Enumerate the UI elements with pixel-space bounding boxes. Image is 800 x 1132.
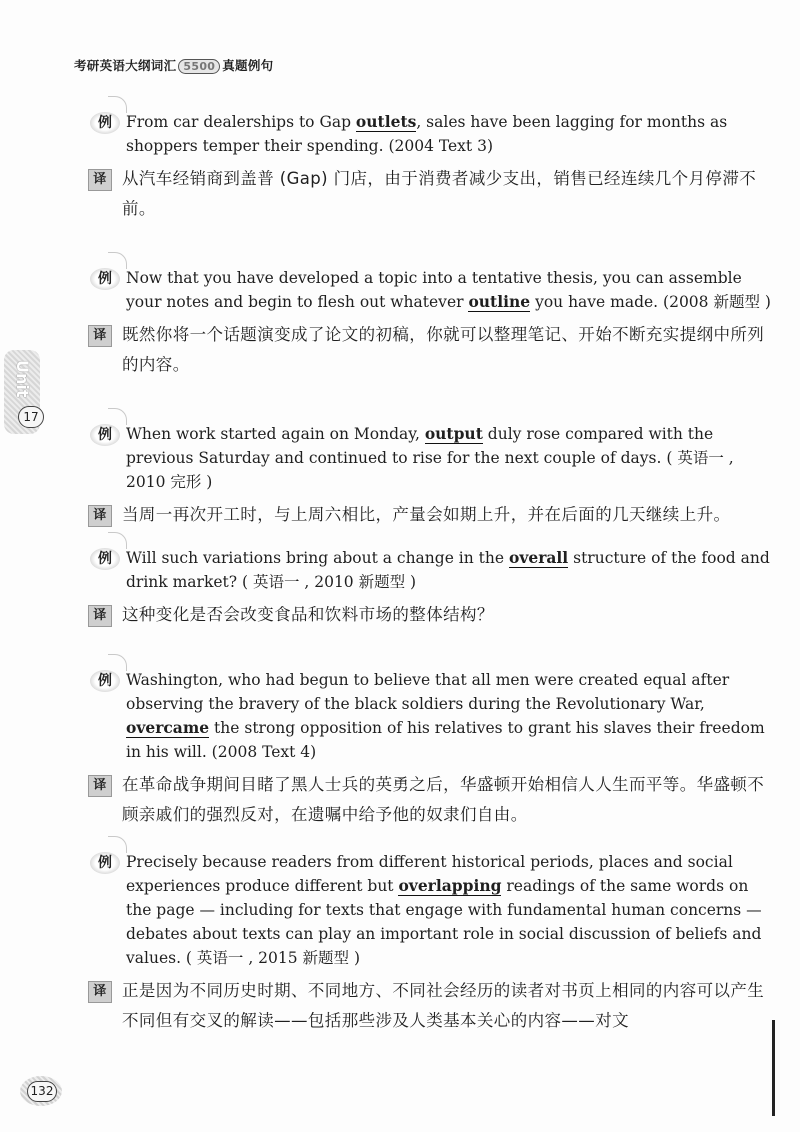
unit-number: 17	[18, 406, 44, 428]
example-sentence	[84, 266, 774, 314]
example-sentence	[84, 422, 774, 494]
example-text-before: Washington, who had begun to believe that all men were created equal after observing the bravery of the black soldiers during the Revolutionary War,	[126, 671, 730, 713]
translation-icon: 译	[88, 981, 112, 1003]
example-text-after: readings of the same words on the page — including for texts that engage with fundamental human concerns — debates about texts can play an important role in social discussion of beliefs and values. ( 英语一 , 2015 新题型 )	[126, 877, 762, 967]
example-text-after: you have made. (2008 新题型 )	[530, 293, 771, 311]
example-icon: 例	[90, 424, 120, 446]
example-text-after: the strong opposition of his relatives to grant his slaves their freedom in his will. (2008 Text 4)	[126, 719, 765, 761]
example-sentence	[84, 668, 774, 764]
example-text-before: Will such variations bring about a change in the	[126, 549, 509, 567]
translation	[84, 976, 774, 1036]
header-title-suffix: 真题例句	[222, 58, 274, 73]
example-text-after: structure of the food and drink market? ( 英语一 , 2010 新题型 )	[126, 549, 770, 591]
header-title-prefix: 考研英语大纲词汇	[74, 58, 177, 73]
keyword: overall	[508, 548, 569, 567]
example-icon: 例	[90, 852, 120, 874]
example-text-after: duly rose compared with the previous Saturday and continued to rise for the next couple of days. ( 英语一 , 2010 完形 )	[126, 425, 734, 491]
running-header	[74, 56, 273, 74]
example-text-before: When work started again on Monday,	[126, 425, 425, 443]
translation-icon: 译	[88, 169, 112, 191]
translation-icon: 译	[88, 325, 112, 347]
example-entry	[84, 110, 774, 224]
translation	[84, 320, 774, 380]
example-entry	[84, 546, 774, 630]
translation	[84, 770, 774, 830]
example-sentence	[84, 110, 774, 158]
header-badge: 5500	[178, 59, 220, 74]
example-text-before: From car dealerships to Gap	[126, 113, 356, 131]
page-number-badge	[20, 1076, 62, 1106]
keyword: outline	[468, 292, 531, 311]
example-icon: 例	[90, 112, 120, 134]
translation-icon: 译	[88, 605, 112, 627]
translation-text: 这种变化是否会改变食品和饮料市场的整体结构？	[122, 605, 494, 624]
unit-label: Unit	[13, 360, 32, 398]
example-text-before: Precisely because readers from different historical periods, places and social experiences produce different but	[126, 853, 733, 895]
translation	[84, 500, 774, 530]
translation-text: 当周一再次开工时，与上周六相比，产量会如期上升，并在后面的几天继续上升。	[122, 505, 731, 524]
translation	[84, 600, 774, 630]
example-entry	[84, 668, 774, 830]
translation-text: 既然你将一个话题演变成了论文的初稿，你就可以整理笔记、开始不断充实提纲中所列的内容。	[122, 325, 765, 374]
example-text-before: Now that you have developed a topic into a tentative thesis, you can assemble your notes and begin to flesh out whatever	[126, 269, 742, 311]
example-icon: 例	[90, 548, 120, 570]
keyword: overcame	[126, 718, 210, 737]
unit-tab	[4, 350, 40, 434]
example-icon: 例	[90, 268, 120, 290]
translation-text: 正是因为不同历史时期、不同地方、不同社会经历的读者对书页上相同的内容可以产生不同但有交叉的解读——包括那些涉及人类基本关心的内容——对文	[122, 981, 765, 1030]
example-sentence	[84, 546, 774, 594]
example-entry	[84, 266, 774, 380]
translation-icon: 译	[88, 775, 112, 797]
translation-text: 在革命战争期间目睹了黑人士兵的英勇之后，华盛顿开始相信人人生而平等。华盛顿不顾亲戚们的强烈反对，在遗嘱中给予他的奴隶们自由。	[122, 775, 765, 824]
example-sentence	[84, 850, 774, 970]
example-icon: 例	[90, 670, 120, 692]
margin-rule	[772, 1020, 775, 1116]
keyword: output	[424, 424, 483, 443]
example-entry	[84, 422, 774, 530]
translation-icon: 译	[88, 505, 112, 527]
keyword: outlets	[355, 112, 417, 131]
keyword: overlapping	[398, 876, 502, 895]
translation-text: 从汽车经销商到盖普 (Gap) 门店，由于消费者减少支出，销售已经连续几个月停滞不前。	[122, 169, 757, 218]
page-number: 132	[27, 1081, 57, 1102]
example-entry	[84, 850, 774, 1036]
example-text-after: , sales have been lagging for months as shoppers temper their spending. (2004 Text 3)	[126, 113, 728, 155]
translation	[84, 164, 774, 224]
